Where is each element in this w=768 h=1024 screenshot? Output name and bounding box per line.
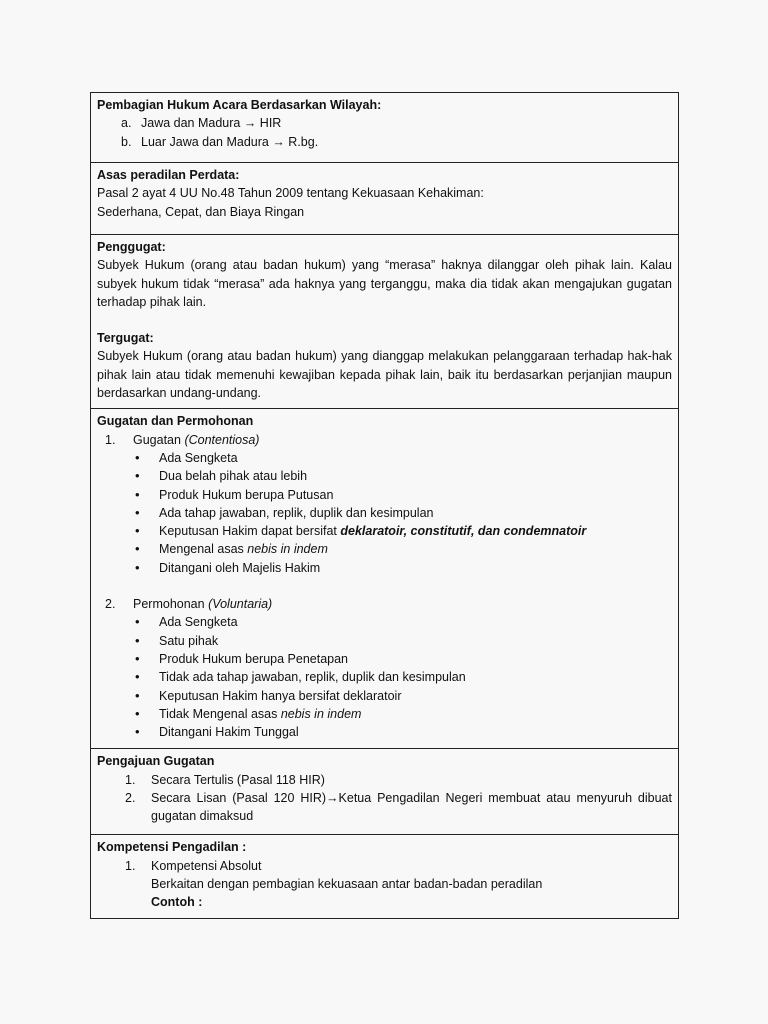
list-item: • Tidak Mengenal asas nebis in indem — [97, 705, 672, 723]
pengajuan-list — [97, 771, 672, 826]
list-item: • Dua belah pihak atau lebih — [97, 467, 672, 485]
section-pengajuan — [91, 749, 679, 835]
section-title: Gugatan dan Permohonan — [97, 414, 254, 429]
asas-legal-basis: Pasal 2 ayat 4 UU No.48 Tahun 2009 tentang Kekuasaan Kehakiman: — [97, 186, 484, 201]
list-item: 2. Secara Lisan (Pasal 120 HIR)→Ketua Pengadilan Negeri membuat atau menyuruh dibuat gugatan dimaksud — [125, 790, 672, 824]
list-item: • Ada Sengketa — [97, 613, 672, 631]
list-item: • Keputusan Hakim hanya bersifat deklaratoir — [97, 687, 672, 705]
tergugat-definition: Subyek Hukum (orang atau badan hukum) yang dianggap melakukan pelanggaraan terhadap hak-hak pihak lain atau tidak memenuhi kewajiban kepada pihak lain, baik itu berdasarkan perjanjian maupun berdasarkan undang-undang. — [97, 349, 672, 401]
penggugat-title: Penggugat: — [97, 240, 166, 254]
list-item: • Satu pihak — [97, 632, 672, 650]
list-item: • Tidak ada tahap jawaban, replik, duplik dan kesimpulan — [97, 668, 672, 686]
list-item: • Produk Hukum berupa Putusan — [97, 486, 672, 504]
list-item: • Produk Hukum berupa Penetapan — [97, 650, 672, 668]
section-wilayah — [91, 93, 679, 163]
section-pihak — [91, 235, 679, 409]
list-item: • Ada Sengketa — [97, 449, 672, 467]
asas-principles: Sederhana, Cepat, dan Biaya Ringan — [97, 204, 305, 219]
list-item: b. Luar Jawa dan Madura → R.bg. — [121, 134, 319, 149]
section-title: Kompetensi Pengadilan : — [97, 840, 247, 855]
list-item: • Keputusan Hakim dapat bersifat deklaratoir, constitutif, dan condemnatoir — [97, 522, 672, 540]
kompetensi-contoh: Contoh : — [151, 895, 203, 910]
kompetensi-desc: Berkaitan dengan pembagian kekuasaan antar badan-badan peradilan — [151, 876, 543, 891]
section-title: Pengajuan Gugatan — [97, 754, 215, 769]
list-item: 1. Kompetensi Absolut — [125, 858, 262, 873]
list-item: • Ditangani oleh Majelis Hakim — [97, 559, 672, 577]
wilayah-list — [97, 114, 672, 151]
section-title: Pembagian Hukum Acara Berdasarkan Wilayah: — [97, 98, 382, 112]
list-item: • Ada tahap jawaban, replik, duplik dan kesimpulan — [97, 504, 672, 522]
penggugat-definition: Subyek Hukum (orang atau badan hukum) yang “merasa” haknya dilanggar oleh pihak lain. Kalau subyek hukum tidak “merasa” ada haknya yang terganggu, maka dia tidak akan mengajukan gugatan terhadap pihak lain. — [97, 258, 672, 309]
list-item: • Mengenal asas nebis in indem — [97, 540, 672, 558]
list-item: 1. Secara Tertulis (Pasal 118 HIR) — [125, 772, 325, 787]
notes-table — [90, 92, 679, 919]
section-kompetensi — [91, 835, 679, 918]
kompetensi-list — [97, 857, 672, 875]
gugatan-type-1: 1. Gugatan (Contentiosa) — [105, 432, 260, 447]
section-gugatan — [91, 409, 679, 749]
section-asas — [91, 163, 679, 235]
permohonan-types — [97, 595, 672, 613]
tergugat-title: Tergugat: — [97, 331, 154, 346]
list-item: a. Jawa dan Madura → HIR — [121, 116, 282, 131]
section-title: Asas peradilan Perdata: — [97, 168, 240, 182]
list-item: • Ditangani Hakim Tunggal — [97, 723, 672, 741]
gugatan-types — [97, 431, 672, 449]
gugatan-type-2: 2. Permohonan (Voluntaria) — [105, 597, 273, 612]
gugatan-characteristics — [97, 449, 672, 577]
permohonan-characteristics — [97, 613, 672, 741]
